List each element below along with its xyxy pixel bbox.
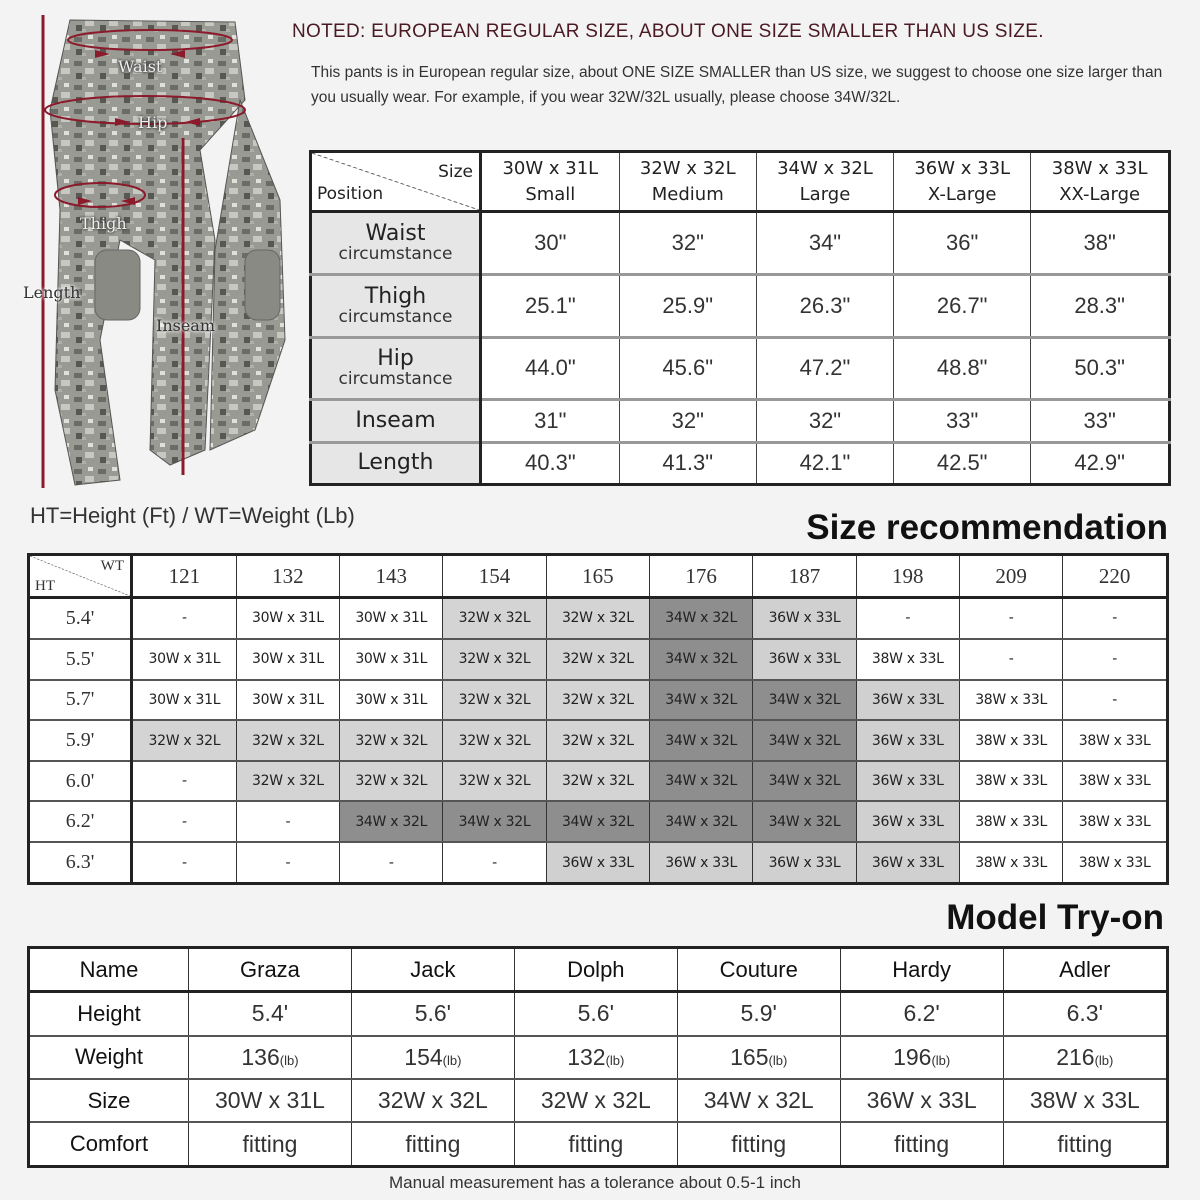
measurement-value: 42.9"	[1031, 442, 1170, 484]
measurement-value: 40.3"	[481, 442, 620, 484]
model-comfort-text: fitting	[894, 1130, 950, 1157]
model-height-text: 5.6'	[414, 1000, 452, 1027]
model-name: Adler	[1003, 948, 1167, 992]
measurement-position	[311, 400, 481, 442]
recommended-size-cell: 34W x 32L	[649, 761, 752, 802]
measurement-value: 30"	[481, 212, 620, 275]
recommended-size-cell: 36W x 33L	[753, 639, 856, 680]
weight-unit: (lb)	[1094, 1052, 1114, 1068]
weight-unit: (lb)	[605, 1052, 625, 1068]
model-comfort-text: fitting	[242, 1130, 298, 1157]
pants-measurement-illustration	[0, 10, 300, 490]
recommended-size-cell: 36W x 33L	[856, 761, 959, 802]
thigh-label: Thigh	[80, 214, 127, 233]
height-label: 6.0'	[29, 761, 132, 802]
model-weight-value	[189, 1036, 352, 1079]
model-name-row	[29, 948, 1168, 992]
size-column-header: 32W x 32L Medium	[619, 152, 756, 212]
recommended-size-cell: 36W x 33L	[753, 598, 856, 639]
measurement-tolerance-note: Manual measurement has a tolerance about 0.5-1 inch	[388, 1173, 802, 1192]
measurement-value: 42.1"	[756, 442, 893, 484]
model-name: Hardy	[840, 948, 1003, 992]
measurement-value: 26.3"	[756, 274, 893, 337]
model-name: Dolph	[514, 948, 677, 992]
model-weight-text: 154	[404, 1043, 443, 1070]
hip-label: Hip	[138, 113, 168, 132]
model-size-text: 32W x 32L	[540, 1087, 651, 1114]
weight-unit: (lb)	[931, 1052, 951, 1068]
recommended-size-cell: 36W x 33L	[856, 680, 959, 721]
position-subtitle: circumstance	[338, 306, 453, 327]
measurement-value: 38"	[1031, 212, 1170, 275]
model-size-value	[351, 1079, 514, 1122]
model-weight-value	[351, 1036, 514, 1079]
recommended-size-cell: -	[132, 801, 237, 842]
model-height-value	[677, 992, 840, 1036]
corner-ht-label: HT	[35, 578, 55, 594]
model-size-text: 34W x 32L	[703, 1087, 814, 1114]
model-weight-value	[1003, 1036, 1167, 1079]
weight-column-header: 121	[132, 555, 237, 598]
height-row	[29, 720, 1168, 761]
position-name: Thigh	[364, 283, 427, 309]
recommended-size-cell: 32W x 32L	[546, 598, 649, 639]
weight-column-header: 198	[856, 555, 959, 598]
height-row	[29, 680, 1168, 721]
recommended-size-cell: 30W x 31L	[340, 639, 443, 680]
model-comfort-value	[840, 1122, 1003, 1166]
size-chart-row	[311, 442, 1170, 484]
recommended-size-cell: 32W x 32L	[546, 639, 649, 680]
measurement-value: 34"	[756, 212, 893, 275]
position-name: Length	[357, 450, 434, 476]
model-size-value	[514, 1079, 677, 1122]
name-row-label: Name	[29, 948, 189, 992]
height-row	[29, 801, 1168, 842]
size-chart-row	[311, 337, 1170, 400]
recommended-size-cell: -	[959, 639, 1062, 680]
height-row	[29, 761, 1168, 802]
measurement-value: 33"	[1031, 400, 1170, 442]
model-height-value	[189, 992, 352, 1036]
weight-column-header: 220	[1063, 555, 1168, 598]
recommended-size-cell: 30W x 31L	[340, 680, 443, 721]
recommended-size-cell: -	[1063, 639, 1168, 680]
measurement-position	[311, 337, 481, 400]
weight-column-header: 187	[753, 555, 856, 598]
model-size-row	[29, 1079, 1168, 1122]
model-name: Jack	[351, 948, 514, 992]
recommended-size-cell: 30W x 31L	[236, 639, 339, 680]
model-size-value	[677, 1079, 840, 1122]
recommended-size-cell: 32W x 32L	[443, 639, 546, 680]
measurement-value: 42.5"	[894, 442, 1031, 484]
weight-header-row	[29, 555, 1168, 598]
size-column-header: 38W x 33L XX-Large	[1031, 152, 1170, 212]
measurement-value: 45.6"	[619, 337, 756, 400]
model-comfort-text: fitting	[1057, 1130, 1113, 1157]
recommended-size-cell: 34W x 32L	[649, 801, 752, 842]
size-notice-title: NOTED: EUROPEAN REGULAR SIZE, ABOUT ONE SIZE SMALLER THAN US SIZE.	[292, 21, 1044, 42]
measurement-value: 44.0"	[481, 337, 620, 400]
rec-corner	[29, 555, 132, 598]
measurement-value: 32"	[619, 212, 756, 275]
corner-wt-label: WT	[100, 558, 124, 574]
recommended-size-cell: 32W x 32L	[546, 761, 649, 802]
model-comfort-text: fitting	[568, 1130, 624, 1157]
recommended-size-cell: 36W x 33L	[546, 842, 649, 883]
recommended-size-cell: 32W x 32L	[236, 761, 339, 802]
recommended-size-cell: -	[132, 842, 237, 883]
model-size-text: 38W x 33L	[1029, 1087, 1140, 1114]
measurement-value: 25.1"	[481, 274, 620, 337]
height-row	[29, 842, 1168, 883]
recommended-size-cell: 30W x 31L	[132, 680, 237, 721]
position-name: Hip	[377, 346, 414, 372]
recommended-size-cell: 38W x 33L	[856, 639, 959, 680]
recommended-size-cell: 32W x 32L	[443, 761, 546, 802]
model-height-value	[351, 992, 514, 1036]
recommended-size-cell: 38W x 33L	[959, 680, 1062, 721]
recommended-size-cell: -	[959, 598, 1062, 639]
model-size-value	[1003, 1079, 1167, 1122]
weight-column-header: 132	[236, 555, 339, 598]
camo-pants-icon	[0, 10, 300, 490]
recommended-size-cell: 32W x 32L	[546, 720, 649, 761]
model-weight-text: 165	[730, 1043, 769, 1070]
recommended-size-cell: 38W x 33L	[1063, 720, 1168, 761]
position-subtitle: circumstance	[338, 369, 453, 390]
recommended-size-cell: 38W x 33L	[959, 842, 1062, 883]
position-subtitle: circumstance	[338, 243, 453, 264]
weight-column-header: 154	[443, 555, 546, 598]
recommended-size-cell: 32W x 32L	[340, 761, 443, 802]
recommended-size-cell: 38W x 33L	[1063, 842, 1168, 883]
height-row-label: Height	[29, 992, 189, 1036]
recommended-size-cell: 38W x 33L	[1063, 801, 1168, 842]
recommended-size-cell: -	[443, 842, 546, 883]
height-label: 6.3'	[29, 842, 132, 883]
height-label: 5.9'	[29, 720, 132, 761]
ht-wt-legend: HT=Height (Ft) / WT=Weight (Lb)	[30, 503, 355, 528]
size-chart-row	[311, 400, 1170, 442]
model-comfort-row	[29, 1122, 1168, 1166]
height-label: 5.5'	[29, 639, 132, 680]
recommended-size-cell: 34W x 32L	[649, 720, 752, 761]
recommended-size-cell: 34W x 32L	[340, 801, 443, 842]
model-height-text: 6.3'	[1066, 1000, 1103, 1027]
model-weight-text: 216	[1056, 1043, 1095, 1070]
model-size-text: 36W x 33L	[866, 1087, 977, 1114]
model-size-value	[189, 1079, 352, 1122]
recommended-size-cell: 32W x 32L	[443, 720, 546, 761]
measurement-position	[311, 274, 481, 337]
measurement-value: 36"	[894, 212, 1031, 275]
recommended-size-cell: 34W x 32L	[443, 801, 546, 842]
height-label: 5.7'	[29, 680, 132, 721]
weight-column-header: 176	[649, 555, 752, 598]
size-column-header: 34W x 32L Large	[756, 152, 893, 212]
model-weight-text: 196	[893, 1043, 932, 1070]
recommended-size-cell: 30W x 31L	[236, 680, 339, 721]
model-weight-value	[677, 1036, 840, 1079]
size-column-header: 36W x 33L X-Large	[894, 152, 1031, 212]
recommended-size-cell: 34W x 32L	[753, 680, 856, 721]
recommended-size-cell: -	[132, 761, 237, 802]
model-weight-text: 132	[567, 1043, 606, 1070]
recommended-size-cell: -	[1063, 680, 1168, 721]
model-weight-row	[29, 1036, 1168, 1079]
model-size-value	[840, 1079, 1003, 1122]
model-height-value	[514, 992, 677, 1036]
model-comfort-value	[514, 1122, 677, 1166]
weight-column-header: 143	[340, 555, 443, 598]
comfort-row-label: Comfort	[29, 1122, 189, 1166]
weight-column-header: 209	[959, 555, 1062, 598]
recommended-size-cell: 38W x 33L	[959, 761, 1062, 802]
model-height-text: 5.4'	[251, 1000, 289, 1027]
model-height-text: 6.2'	[903, 1000, 940, 1027]
model-height-text: 5.6'	[577, 1000, 614, 1027]
model-size-text: 32W x 32L	[377, 1087, 488, 1114]
size-notice-body: This pants is in European regular size, about ONE SIZE SMALLER than US size, we suggest to choose one size larger than you usually wear. For example, if you wear 32W/32L usually, please choose 34W/32L.	[311, 64, 1163, 106]
size-row-label: Size	[29, 1079, 189, 1122]
recommended-size-cell: 30W x 31L	[132, 639, 237, 680]
recommended-size-cell: 38W x 33L	[1063, 761, 1168, 802]
recommended-size-cell: 36W x 33L	[753, 842, 856, 883]
model-height-row	[29, 992, 1168, 1036]
recommended-size-cell: -	[236, 842, 339, 883]
recommended-size-cell: 34W x 32L	[649, 639, 752, 680]
recommended-size-cell: -	[236, 801, 339, 842]
model-height-text: 5.9'	[740, 1000, 777, 1027]
height-row	[29, 639, 1168, 680]
measurement-value: 33"	[894, 400, 1031, 442]
size-chart-row	[311, 212, 1170, 275]
size-recommendation-title: Size recommendation	[806, 508, 1168, 547]
recommended-size-cell: 32W x 32L	[132, 720, 237, 761]
recommended-size-cell: 36W x 33L	[856, 720, 959, 761]
weight-column-header: 165	[546, 555, 649, 598]
model-comfort-value	[677, 1122, 840, 1166]
model-height-value	[840, 992, 1003, 1036]
model-height-value	[1003, 992, 1167, 1036]
waist-label: Waist	[118, 57, 163, 76]
recommended-size-cell: 36W x 33L	[649, 842, 752, 883]
model-comfort-text: fitting	[731, 1130, 787, 1157]
recommended-size-cell: 38W x 33L	[959, 720, 1062, 761]
recommended-size-cell: -	[856, 598, 959, 639]
weight-unit: (lb)	[768, 1052, 788, 1068]
length-label: Length	[23, 283, 81, 302]
model-size-text: 30W x 31L	[214, 1087, 325, 1114]
recommended-size-cell: -	[132, 598, 237, 639]
recommended-size-cell: 32W x 32L	[546, 680, 649, 721]
recommended-size-cell: 34W x 32L	[546, 801, 649, 842]
weight-unit: (lb)	[442, 1052, 462, 1068]
model-weight-text: 136	[241, 1043, 280, 1070]
measurement-position	[311, 212, 481, 275]
position-name: Waist	[365, 220, 426, 246]
measurement-value: 48.8"	[894, 337, 1031, 400]
recommended-size-cell: 34W x 32L	[649, 598, 752, 639]
height-label: 6.2'	[29, 801, 132, 842]
model-name: Graza	[189, 948, 352, 992]
weight-row-label: Weight	[29, 1036, 189, 1079]
size-chart-table	[309, 150, 1171, 486]
height-row	[29, 598, 1168, 639]
size-chart-row	[311, 274, 1170, 337]
recommended-size-cell: 34W x 32L	[649, 680, 752, 721]
model-weight-value	[840, 1036, 1003, 1079]
size-chart-corner	[311, 152, 481, 212]
measurement-value: 32"	[756, 400, 893, 442]
measurement-value: 41.3"	[619, 442, 756, 484]
model-comfort-text: fitting	[405, 1130, 461, 1157]
measurement-position	[311, 442, 481, 484]
model-tryon-title: Model Try-on	[946, 898, 1164, 937]
recommended-size-cell: 34W x 32L	[753, 801, 856, 842]
weight-unit: (lb)	[279, 1052, 299, 1068]
model-comfort-value	[189, 1122, 352, 1166]
recommended-size-cell: 38W x 33L	[959, 801, 1062, 842]
model-comfort-value	[351, 1122, 514, 1166]
recommended-size-cell: 32W x 32L	[443, 680, 546, 721]
inseam-label: Inseam	[156, 316, 216, 335]
recommended-size-cell: 30W x 31L	[340, 598, 443, 639]
measurement-value: 50.3"	[1031, 337, 1170, 400]
corner-size-label: Size	[438, 162, 473, 182]
measurement-value: 28.3"	[1031, 274, 1170, 337]
height-label: 5.4'	[29, 598, 132, 639]
recommended-size-cell: 36W x 33L	[856, 842, 959, 883]
model-tryon-table	[27, 946, 1169, 1168]
size-column-header: 30W x 31L Small	[481, 152, 620, 212]
measurement-value: 32"	[619, 400, 756, 442]
recommended-size-cell: 30W x 31L	[236, 598, 339, 639]
model-name: Couture	[677, 948, 840, 992]
recommended-size-cell: 34W x 32L	[753, 720, 856, 761]
measurement-value: 47.2"	[756, 337, 893, 400]
size-chart-header-row	[311, 152, 1170, 212]
recommended-size-cell: 32W x 32L	[443, 598, 546, 639]
measurement-value: 26.7"	[894, 274, 1031, 337]
measurement-value: 31"	[481, 400, 620, 442]
corner-position-label: Position	[317, 184, 384, 204]
recommended-size-cell: -	[1063, 598, 1168, 639]
recommended-size-cell: -	[340, 842, 443, 883]
measurement-value: 25.9"	[619, 274, 756, 337]
position-name: Inseam	[355, 407, 436, 433]
size-recommendation-table	[27, 553, 1169, 885]
model-comfort-value	[1003, 1122, 1167, 1166]
recommended-size-cell: 34W x 32L	[753, 761, 856, 802]
model-weight-value	[514, 1036, 677, 1079]
recommended-size-cell: 36W x 33L	[856, 801, 959, 842]
recommended-size-cell: 32W x 32L	[236, 720, 339, 761]
recommended-size-cell: 32W x 32L	[340, 720, 443, 761]
